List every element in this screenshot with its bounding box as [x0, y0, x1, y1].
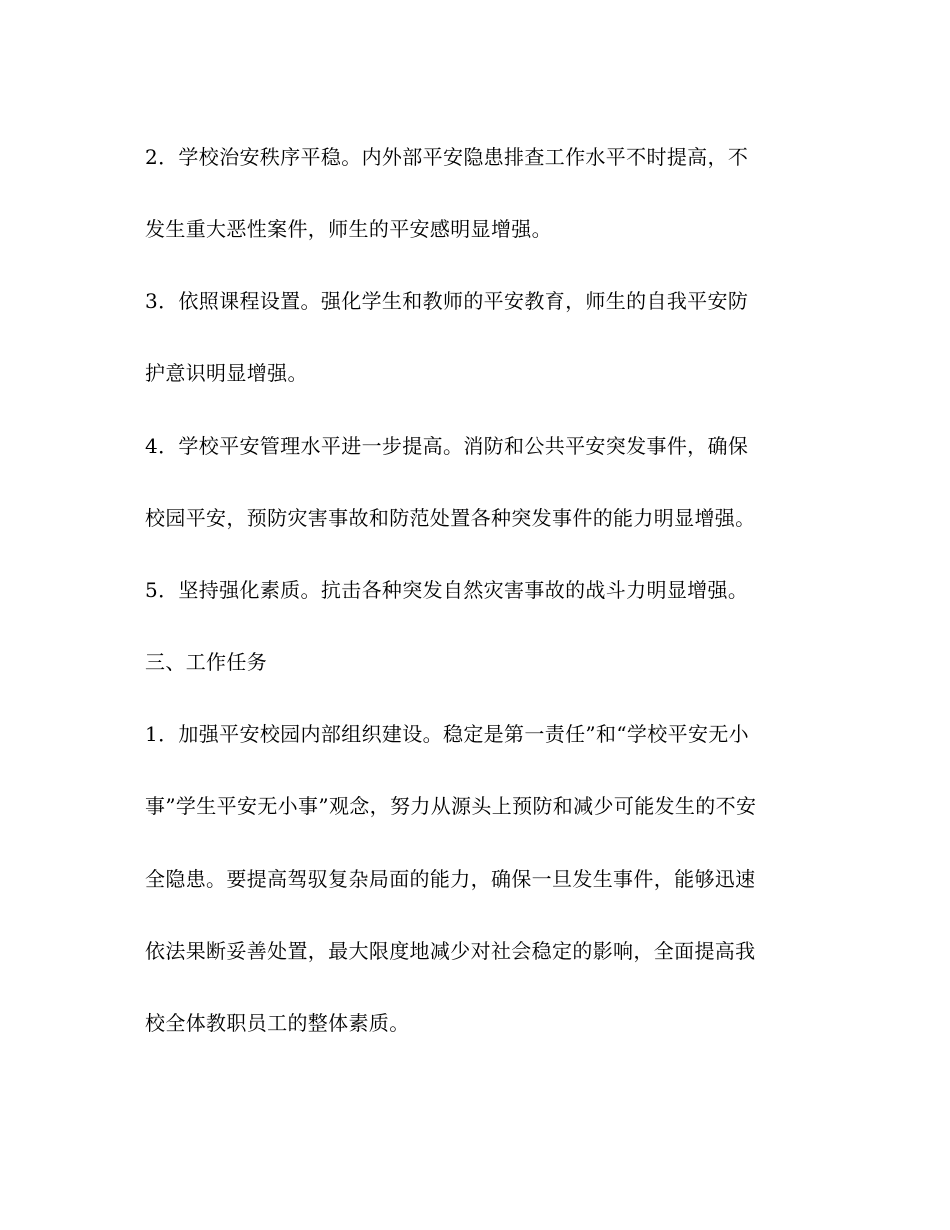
section-heading: 三、工作任务 — [145, 650, 268, 674]
paragraph-4-line-2: 校园平安，预防灾害事故和防范处置各种突发事件的能力明显增强。 — [145, 506, 756, 530]
task-1-line-2: 事”学生平安无小事”观念，努力从源头上预防和减少可能发生的不安 — [145, 794, 757, 818]
task-1-line-4: 依法果断妥善处置，最大限度地减少对社会稳定的影响，全面提高我 — [145, 939, 756, 963]
paragraph-3-line-2: 护意识明显增强。 — [145, 361, 308, 385]
paragraph-2-line-1: 2．学校治安秩序平稳。内外部平安隐患排查工作水平不时提高，不 — [145, 145, 749, 169]
paragraph-2-line-2: 发生重大恶性案件，师生的平安感明显增强。 — [145, 217, 552, 241]
paragraph-5-line-1: 5．坚持强化素质。抗击各种突发自然灾害事故的战斗力明显增强。 — [145, 578, 749, 602]
task-1-line-1: 1．加强平安校园内部组织建设。稳定是第一责任”和“学校平安无小 — [145, 722, 750, 746]
paragraph-4-line-1: 4．学校平安管理水平进一步提高。消防和公共平安突发事件，确保 — [145, 434, 749, 458]
paragraph-3-line-1: 3．依照课程设置。强化学生和教师的平安教育，师生的自我平安防 — [145, 289, 749, 313]
task-1-line-5: 校全体教职员工的整体素质。 — [145, 1011, 410, 1035]
task-1-line-3: 全隐患。要提高驾驭复杂局面的能力，确保一旦发生事件，能够迅速 — [145, 867, 756, 891]
